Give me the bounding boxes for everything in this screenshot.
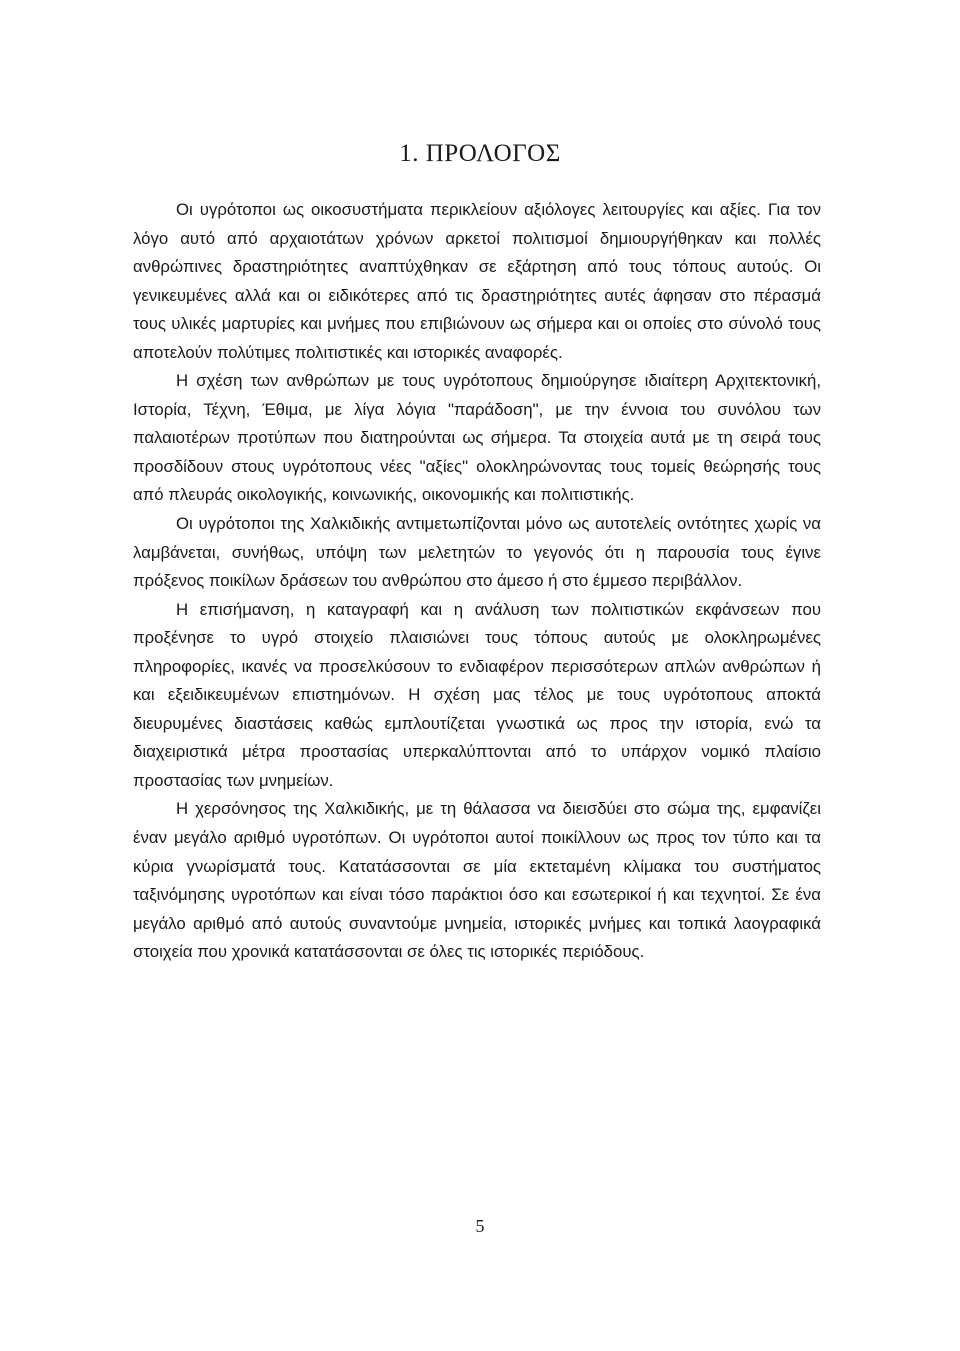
paragraph-5: Η χερσόνησος της Χαλκιδικής, με τη θάλασσα να διεισδύει στο σώμα της, εμφανίζει έναν μεγάλο αριθμό υγροτόπων. Οι υγρότοποι αυτοί ποικίλλουν ως προς τον τύπο και τα κύρια γνωρίσματά τους. Κατατάσσονται σε μία εκτεταμένη κλίμακα του συστήματος ταξινόμησης υγροτόπων και είναι τόσο παράκτιοι όσο και εσωτερικοί ή και τεχνητοί. Σε ένα μεγάλο αριθμό από αυτούς συναντούμε μνημεία, ιστορικές μνήμες και τοπικά λαογραφικά στοιχεία που χρονικά κατατάσσονται σε όλες τις ιστορικές περιόδους. — [133, 799, 821, 962]
paragraph-4: Η επισήμανση, η καταγραφή και η ανάλυση των πολιτιστικών εκφάνσεων που προξένησε το υγρό στοιχείο πλαισιώνει τους τόπους αυτούς με ολοκληρωμένες πληροφορίες, ικανές να προσελκύσουν το ενδιαφέρον περισσότερων απλών ανθρώπων ή και εξειδικευμένων επιστημόνων. Η σχέση μας τέλος με τους υγρότοπους αποκτά διευρυμένες διαστάσεις καθώς εμπλουτίζεται γνωστικά ως προς την ιστορία, ενώ τα διαχειριστικά μέτρα προστασίας υπερκαλύπτονται από το υπάρχον νομικό πλαίσιο προστασίας των μνημείων. — [133, 599, 821, 790]
paragraph-3: Οι υγρότοποι της Χαλκιδικής αντιμετωπίζονται μόνο ως αυτοτελείς οντότητες χωρίς να λαμβάνεται, συνήθως, υπόψη των μελετητών το γεγονός ότι η παρουσία τους έγινε πρόξενος ποικίλων δράσεων του ανθρώπου στο άμεσο ή στο έμμεσο περιβάλλον. — [133, 514, 821, 591]
paragraph-1: Οι υγρότοποι ως οικοσυστήματα περικλείουν αξιόλογες λειτουργίες και αξίες. Για τον λόγο αυτό από αρχαιοτάτων χρόνων αρκετοί πολιτισμοί δημιουργήθηκαν και πολλές ανθρώπινες δραστηριότητες αναπτύχθηκαν σε εξάρτηση από τους τόπους αυτούς. Οι γενικευμένες αλλά και οι ειδικότερες από τις δραστηριότητες αυτές άφησαν στο πέρασμά τους υλικές μαρτυρίες και μνήμες που επιβιώνουν ως σήμερα και οι οποίες στο σύνολό τους αποτελούν πολύτιμες πολιτιστικές και ιστορικές αναφορές. — [133, 200, 821, 362]
paragraph-2: Η σχέση των ανθρώπων με τους υγρότοπους δημιούργησε ιδιαίτερη Αρχιτεκτονική, Ιστορία, Τέχνη, Έθιμα, με λίγα λόγια "παράδοση", με την έννοια του συνόλου των παλαιοτέρων προτύπων που διατηρούνται ως σήμερα. Τα στοιχεία αυτά με τη σειρά τους προσδίδουν στους υγρότοπους νέες "αξίες" ολοκληρώνοντας τους τομείς θεώρησής τους από πλευράς οικολογικής, κοινωνικής, οικονομικής και πολιτιστικής. — [133, 371, 821, 505]
body-text — [133, 196, 821, 967]
page-number: 5 — [475, 1216, 485, 1236]
page-title: 1. ΠΡΟΛΟΓΟΣ — [399, 140, 561, 167]
